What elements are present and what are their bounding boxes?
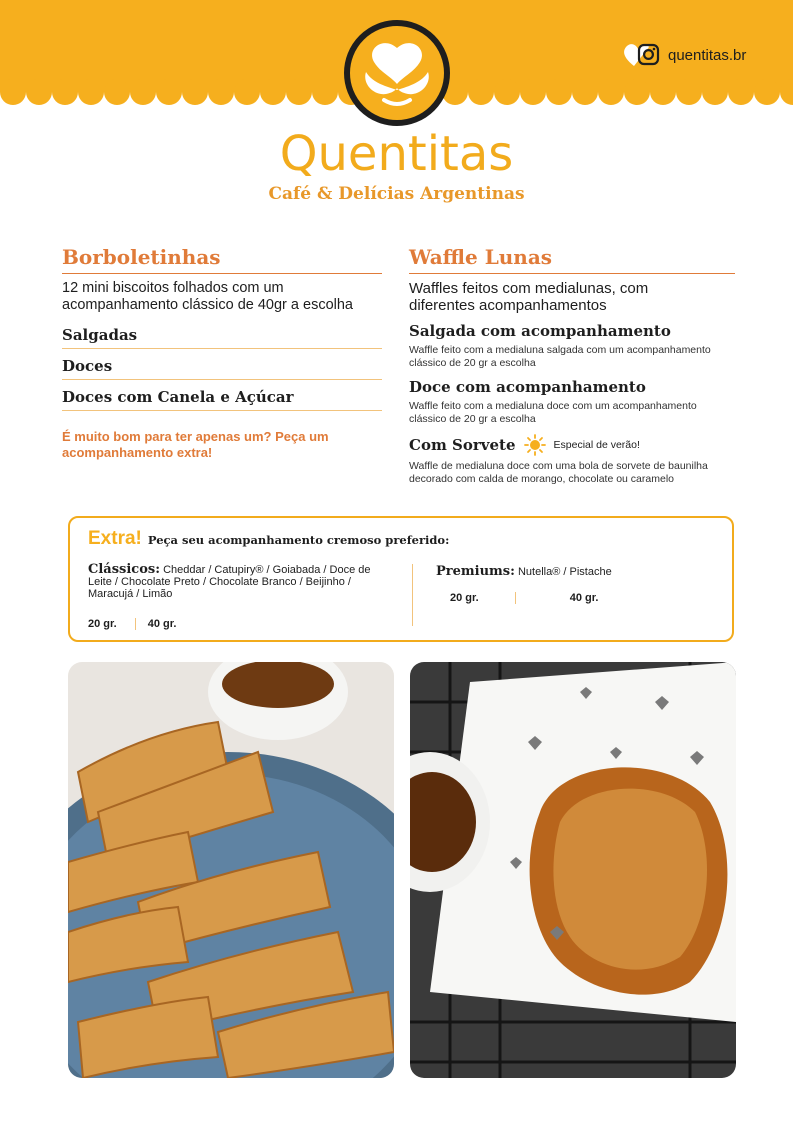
instagram-link[interactable] xyxy=(622,42,746,68)
section-description: Waffles feitos com medialunas, com diferentes acompanhamentos xyxy=(409,280,649,314)
classicos-label: Clássicos: xyxy=(88,562,160,577)
menu-item: Doce com acompanhamento xyxy=(409,378,646,396)
menu-item-description: Waffle feito com a medialuna salgada com um acompanhamento clássico de 20 gr a escolha xyxy=(409,344,711,369)
brand-tagline: Café & Delícias Argentinas xyxy=(268,184,525,204)
section-title: Waffle Lunas xyxy=(409,245,735,274)
menu-item: Doces com Canela e Açúcar xyxy=(62,382,382,411)
size-option: 40 gr. xyxy=(147,618,177,630)
extra-subtitle: Peça seu acompanhamento cremoso preferido: xyxy=(147,533,450,547)
classicos-block xyxy=(88,564,378,600)
premiums-label: Premiums: xyxy=(436,564,515,579)
borboletinhas-section xyxy=(62,245,382,461)
menu-item: Salgadas xyxy=(62,320,382,349)
waffle-section xyxy=(409,245,735,486)
premiums-sizes xyxy=(450,592,599,604)
premiums-list: Nutella® / Pistache xyxy=(517,566,612,578)
menu-item-row xyxy=(409,426,735,456)
menu-item-description: Waffle de medialuna doce com uma bola de sorvete de baunilha decorado com calda de morango, chocolate ou caramelo xyxy=(409,460,708,485)
size-option: 20 gr. xyxy=(88,618,136,630)
menu-item: Doces xyxy=(62,351,382,380)
brand-name: Quentitas xyxy=(279,126,514,182)
instagram-handle: quentitas.br xyxy=(668,46,747,64)
divider xyxy=(412,564,413,626)
extra-title: Extra! xyxy=(88,528,142,549)
extra-box xyxy=(68,516,734,642)
menu-item: Com Sorvete xyxy=(409,436,516,454)
sun-icon xyxy=(524,434,546,456)
size-option: 20 gr. xyxy=(450,592,516,604)
menu-item: Salgada com acompanhamento xyxy=(409,322,671,340)
special-badge: Especial de verão! xyxy=(553,439,640,451)
section-title: Borboletinhas xyxy=(62,245,382,274)
menu-item-description: Waffle feito com a medialuna doce com um acompanhamento clássico de 20 gr a escolha xyxy=(409,400,697,425)
instagram-icon xyxy=(622,42,662,68)
classicos-list: Cheddar / Catupiry® / Goiabada / Doce de Leite / Chocolate Preto / Chocolate Branco / Beijinho / Maracujá / Limão xyxy=(88,564,371,600)
borboletinhas-photo xyxy=(68,662,394,1078)
classicos-sizes xyxy=(88,618,177,630)
promo-text: É muito bom para ter apenas um? Peça um acompanhamento extra! xyxy=(62,429,329,460)
size-option: 40 gr. xyxy=(569,592,599,604)
logo-icon xyxy=(344,20,450,126)
premiums-block xyxy=(436,564,612,579)
waffle-luna-photo xyxy=(410,662,736,1078)
section-description: 12 mini biscoitos folhados com um acompanhamento clássico de 40gr a escolha xyxy=(62,280,353,313)
